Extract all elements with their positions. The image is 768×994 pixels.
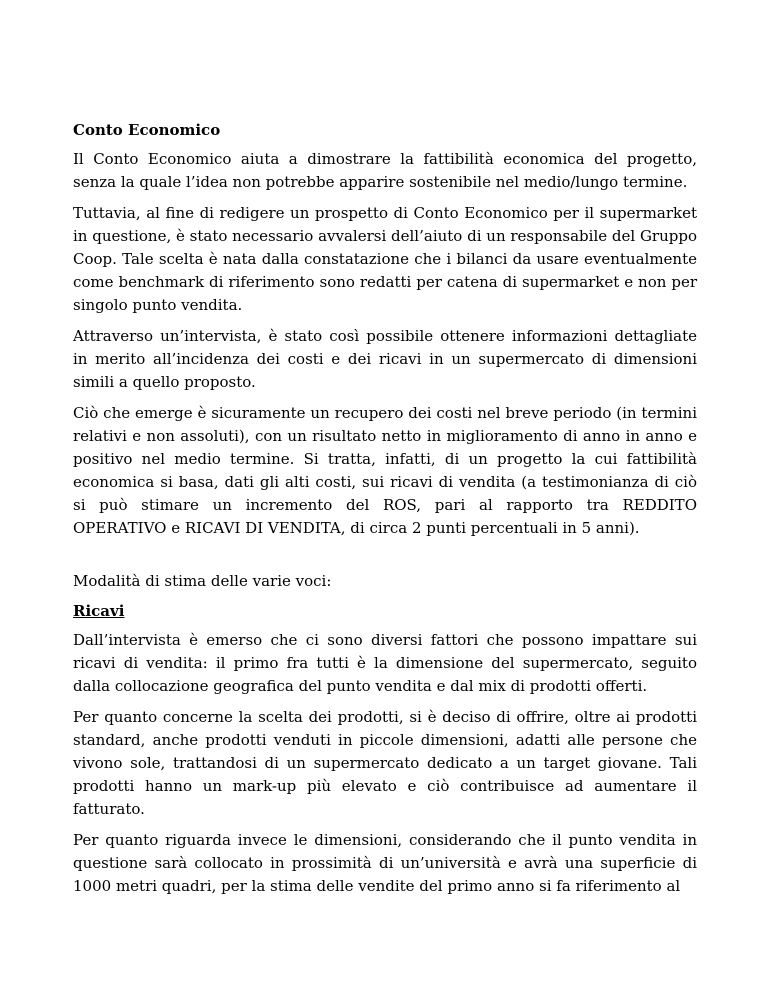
section-title-ricavi: Ricavi <box>73 602 125 620</box>
blank-line <box>73 548 697 570</box>
document-page <box>73 118 697 906</box>
methods-label: Modalità di stima delle varie voci: <box>73 572 332 590</box>
paragraph: Il Conto Economico aiuta a dimostrare la fattibilità economica del progetto, senza la quale l’idea non potrebbe apparire sostenibile nel medio/lungo termine. <box>73 150 697 191</box>
paragraph: Dall’intervista è emerso che ci sono diversi fattori che possono impattare sui ricavi di vendita: il primo fra tutti è la dimensione del supermercato, seguito dalla collocazione geografica del punto vendita e dal mix di prodotti offerti. <box>73 631 697 695</box>
paragraph: Ciò che emerge è sicuramente un recupero dei costi nel breve periodo (in termini relativi e non assoluti), con un risultato netto in miglioramento di anno in anno e positivo nel medio termine. Si tratta, infatti, di un progetto la cui fattibilità economica si basa, dati gli alti costi, sui ricavi di vendita (a testimonianza di ciò si può stimare un incremento del ROS, pari al rapporto tra REDDITO OPERATIVO e RICAVI DI VENDITA, di circa 2 punti percentuali in 5 anni). <box>73 404 697 537</box>
paragraph: Per quanto concerne la scelta dei prodotti, si è deciso di offrire, oltre ai prodotti standard, anche prodotti venduti in piccole dimensioni, adatti alle persone che vivono sole, trattandosi di un supermercato dedicato a un target giovane. Tali prodotti hanno un mark-up più elevato e ciò contribuisce ad aumentare il fatturato. <box>73 708 697 818</box>
document-heading: Conto Economico <box>73 121 221 139</box>
paragraph: Attraverso un’intervista, è stato così possibile ottenere informazioni dettagliate in merito all’incidenza dei costi e dei ricavi in un supermercato di dimensioni simili a quello proposto. <box>73 327 697 391</box>
paragraph: Tuttavia, al fine di redigere un prospetto di Conto Economico per il supermarket in questione, è stato necessario avvalersi dell’aiuto di un responsabile del Gruppo Coop. Tale scelta è nata dalla constatazione che i bilanci da usare eventualmente come benchmark di riferimento sono redatti per catena di supermarket e non per singolo punto vendita. <box>73 204 697 314</box>
paragraph: Per quanto riguarda invece le dimensioni, considerando che il punto vendita in questione sarà collocato in prossimità di un’università e avrà una superficie di 1000 metri quadri, per la stima delle vendite del primo anno si fa riferimento al <box>73 831 697 895</box>
